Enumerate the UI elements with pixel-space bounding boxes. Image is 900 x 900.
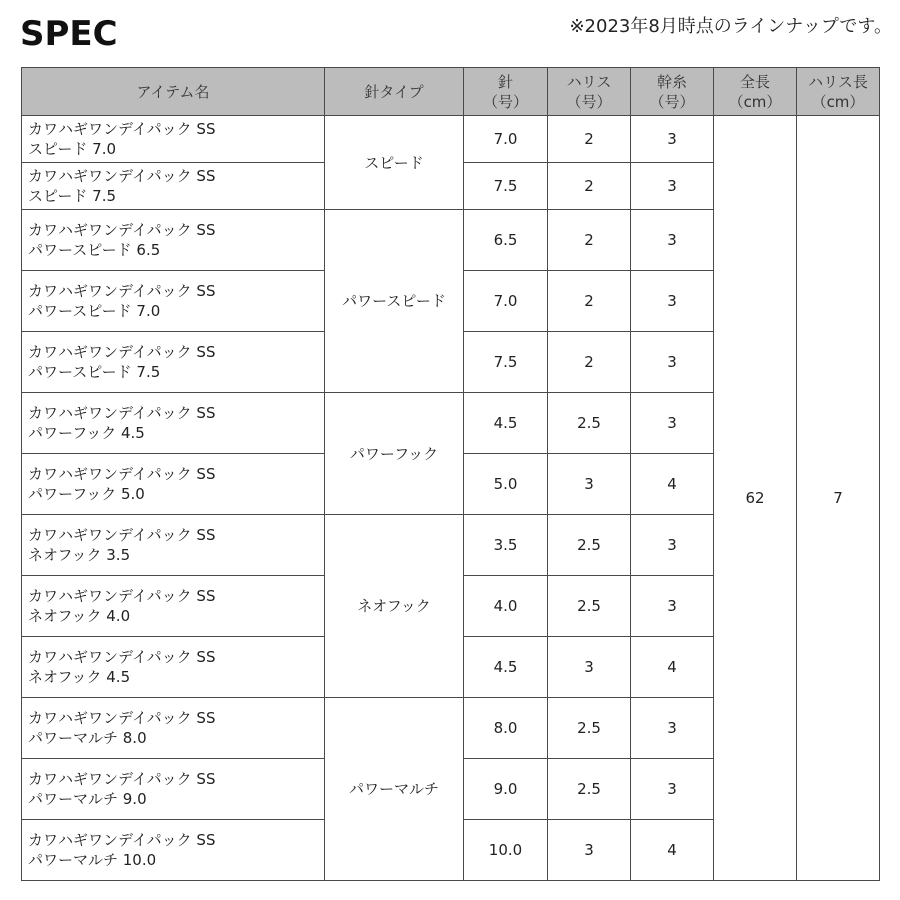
hook-size-cell: 6.5 xyxy=(464,210,548,271)
hook-size-cell: 4.5 xyxy=(464,637,548,698)
item-name-cell: カワハギワンデイパック SS パワーマルチ 9.0 xyxy=(22,759,325,820)
item-name-cell: カワハギワンデイパック SS ネオフック 3.5 xyxy=(22,515,325,576)
mikiito-cell: 3 xyxy=(631,271,714,332)
hook-size-cell: 10.0 xyxy=(464,820,548,881)
item-name-cell: カワハギワンデイパック SS パワースピード 7.0 xyxy=(22,271,325,332)
column-header-mikiito: 幹糸 （号） xyxy=(631,68,714,116)
mikiito-cell: 3 xyxy=(631,332,714,393)
item-name-cell: カワハギワンデイパック SS パワースピード 7.5 xyxy=(22,332,325,393)
hook-type-cell: ネオフック xyxy=(325,515,464,698)
hook-type-cell: スピード xyxy=(325,116,464,210)
mikiito-cell: 4 xyxy=(631,454,714,515)
hook-size-cell: 4.0 xyxy=(464,576,548,637)
mikiito-cell: 3 xyxy=(631,759,714,820)
item-name-cell: カワハギワンデイパック SS パワーマルチ 10.0 xyxy=(22,820,325,881)
item-name-cell: カワハギワンデイパック SS スピード 7.5 xyxy=(22,163,325,210)
column-header-total-length: 全長 （cm） xyxy=(714,68,797,116)
table-row xyxy=(22,116,880,163)
hook-size-cell: 8.0 xyxy=(464,698,548,759)
harisu-cell: 2 xyxy=(548,116,631,163)
harisu-cell: 2.5 xyxy=(548,393,631,454)
hook-size-cell: 3.5 xyxy=(464,515,548,576)
harisu-length-cell: 7 xyxy=(797,116,880,881)
hook-size-cell: 7.5 xyxy=(464,332,548,393)
harisu-cell: 2.5 xyxy=(548,515,631,576)
harisu-cell: 3 xyxy=(548,820,631,881)
mikiito-cell: 3 xyxy=(631,698,714,759)
harisu-cell: 2.5 xyxy=(548,759,631,820)
mikiito-cell: 3 xyxy=(631,210,714,271)
mikiito-cell: 4 xyxy=(631,820,714,881)
item-name-cell: カワハギワンデイパック SS パワースピード 6.5 xyxy=(22,210,325,271)
hook-size-cell: 4.5 xyxy=(464,393,548,454)
column-header-item-name: アイテム名 xyxy=(22,68,325,116)
header-row xyxy=(22,68,880,116)
hook-type-cell: パワーマルチ xyxy=(325,698,464,881)
total-length-cell: 62 xyxy=(714,116,797,881)
column-header-hook-size: 針 （号） xyxy=(464,68,548,116)
harisu-cell: 2 xyxy=(548,210,631,271)
harisu-cell: 2.5 xyxy=(548,698,631,759)
mikiito-cell: 3 xyxy=(631,393,714,454)
mikiito-cell: 3 xyxy=(631,116,714,163)
lineup-note: ※2023年8月時点のラインナップです。 xyxy=(569,16,892,37)
harisu-cell: 2 xyxy=(548,271,631,332)
item-name-cell: カワハギワンデイパック SS パワーマルチ 8.0 xyxy=(22,698,325,759)
hook-size-cell: 7.0 xyxy=(464,271,548,332)
hook-size-cell: 7.0 xyxy=(464,116,548,163)
item-name-cell: カワハギワンデイパック SS パワーフック 4.5 xyxy=(22,393,325,454)
column-header-harisu-length: ハリス長 （cm） xyxy=(797,68,880,116)
mikiito-cell: 4 xyxy=(631,637,714,698)
hook-size-cell: 7.5 xyxy=(464,163,548,210)
item-name-cell: カワハギワンデイパック SS パワーフック 5.0 xyxy=(22,454,325,515)
page-title: SPEC xyxy=(20,14,118,54)
harisu-cell: 3 xyxy=(548,454,631,515)
hook-type-cell: パワーフック xyxy=(325,393,464,515)
mikiito-cell: 3 xyxy=(631,163,714,210)
column-header-hook-type: 針タイプ xyxy=(325,68,464,116)
hook-size-cell: 5.0 xyxy=(464,454,548,515)
harisu-cell: 2 xyxy=(548,332,631,393)
mikiito-cell: 3 xyxy=(631,515,714,576)
hook-size-cell: 9.0 xyxy=(464,759,548,820)
harisu-cell: 2 xyxy=(548,163,631,210)
mikiito-cell: 3 xyxy=(631,576,714,637)
spec-table xyxy=(21,67,880,881)
hook-type-cell: パワースピード xyxy=(325,210,464,393)
item-name-cell: カワハギワンデイパック SS ネオフック 4.5 xyxy=(22,637,325,698)
item-name-cell: カワハギワンデイパック SS ネオフック 4.0 xyxy=(22,576,325,637)
harisu-cell: 2.5 xyxy=(548,576,631,637)
column-header-harisu: ハリス （号） xyxy=(548,68,631,116)
harisu-cell: 3 xyxy=(548,637,631,698)
item-name-cell: カワハギワンデイパック SS スピード 7.0 xyxy=(22,116,325,163)
